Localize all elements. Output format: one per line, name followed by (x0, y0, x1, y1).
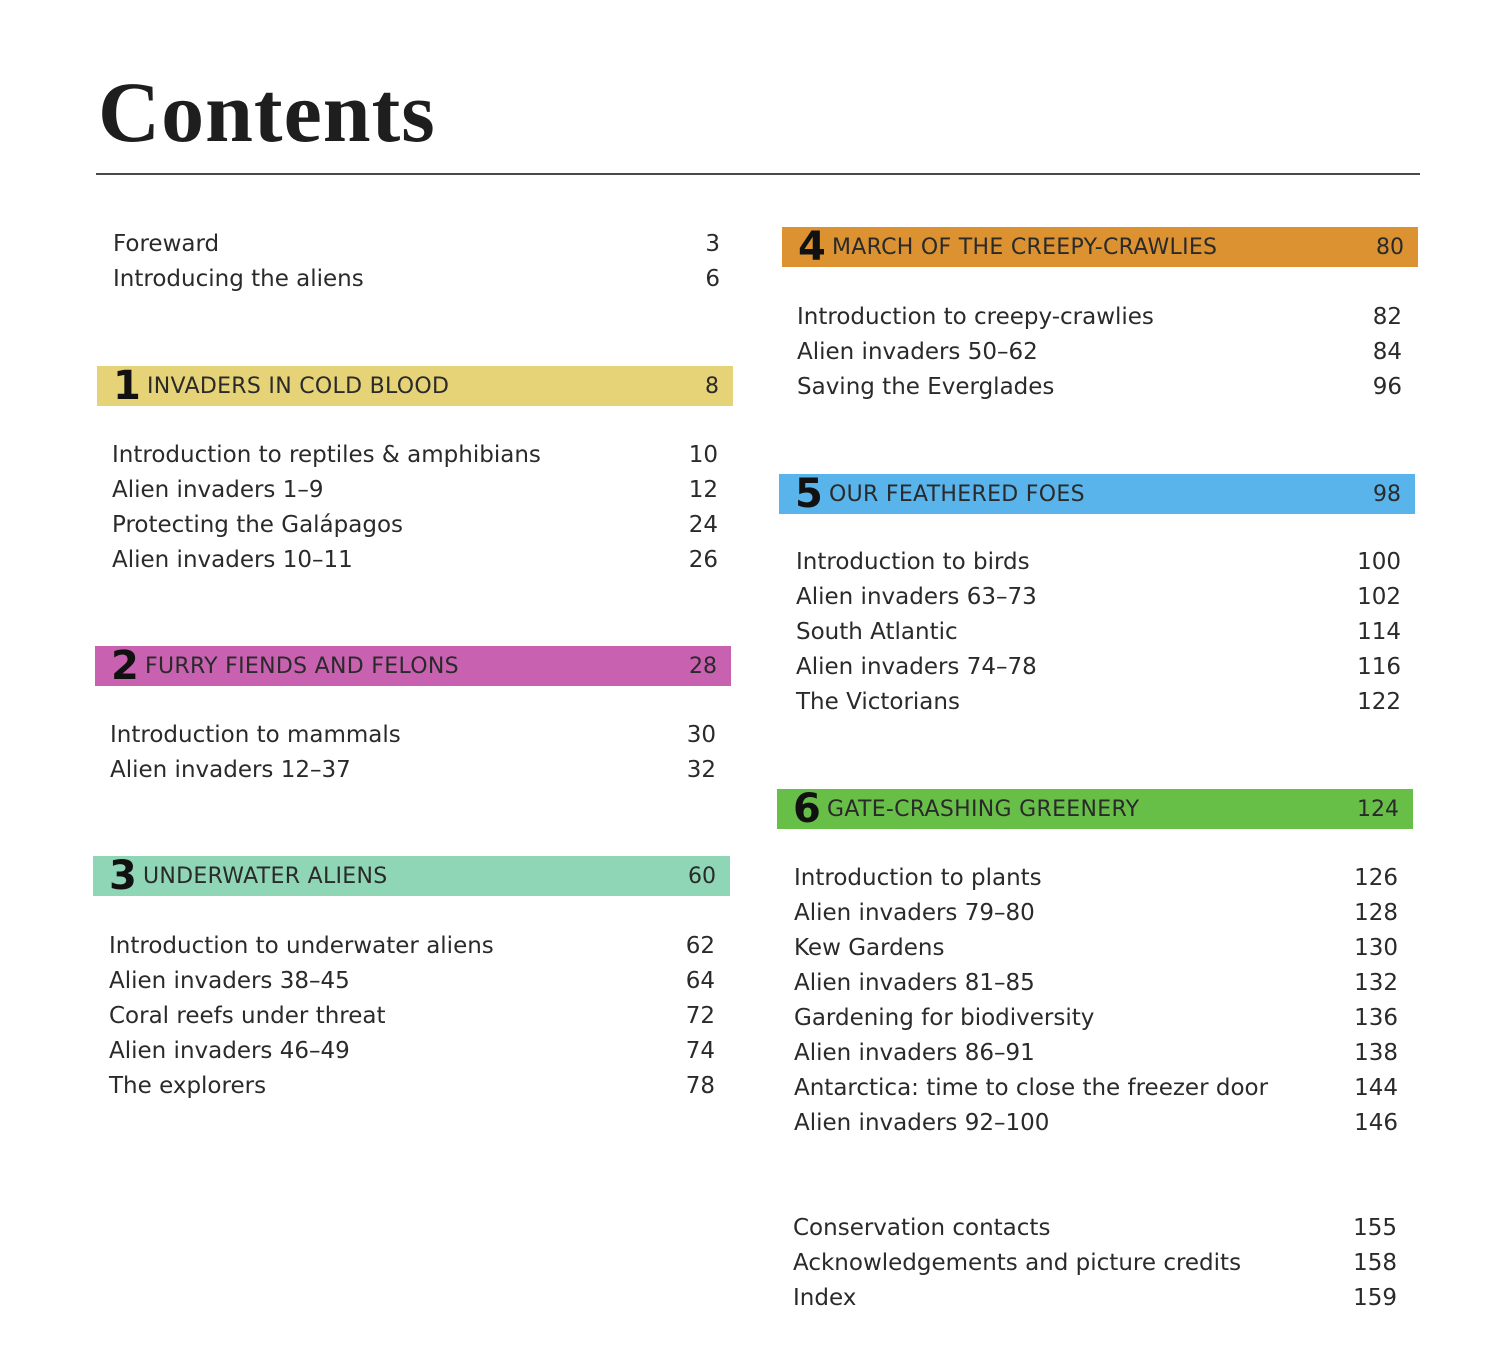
front-matter-list (113, 227, 720, 297)
toc-entry[interactable] (113, 262, 720, 297)
toc-entry[interactable] (794, 861, 1398, 896)
entry-page: 32 (686, 757, 716, 783)
entry-title: Conservation contacts (793, 1215, 1051, 1241)
toc-entry[interactable] (796, 615, 1401, 650)
entry-title: Alien invaders 74–78 (796, 654, 1037, 680)
chapter-number: 5 (795, 471, 823, 517)
entry-page: 78 (685, 1073, 715, 1099)
toc-entry[interactable] (109, 999, 715, 1034)
chapter-title: OUR FEATHERED FOES (829, 481, 1085, 507)
chapter-2-header[interactable] (95, 643, 731, 689)
entry-page: 26 (688, 547, 718, 573)
toc-entry[interactable] (797, 370, 1402, 405)
toc-entry[interactable] (797, 335, 1402, 370)
entry-title: The explorers (109, 1073, 267, 1099)
toc-entry[interactable] (109, 964, 715, 999)
entry-page: 82 (1372, 304, 1402, 330)
entry-title: Alien invaders 46–49 (109, 1038, 350, 1064)
chapter-number: 1 (113, 363, 141, 409)
toc-entry[interactable] (794, 931, 1398, 966)
entry-page: 128 (1354, 900, 1398, 926)
toc-entry[interactable] (794, 896, 1398, 931)
chapter-page: 28 (689, 653, 717, 679)
entry-page: 136 (1354, 1005, 1398, 1031)
chapter-page: 98 (1373, 481, 1401, 507)
chapter-title: FURRY FIENDS AND FELONS (145, 653, 459, 679)
entry-page: 24 (688, 512, 718, 538)
toc-entry[interactable] (109, 1034, 715, 1069)
entry-page: 3 (705, 231, 720, 257)
entry-title: Alien invaders 1–9 (112, 477, 324, 503)
chapter-number: 4 (798, 224, 826, 270)
chapter-title: GATE-CRASHING GREENERY (827, 796, 1140, 822)
entry-title: Gardening for biodiversity (794, 1005, 1095, 1031)
entry-page: 102 (1357, 584, 1401, 610)
entry-title: Alien invaders 63–73 (796, 584, 1037, 610)
entry-page: 64 (685, 968, 715, 994)
entry-title: South Atlantic (796, 619, 958, 645)
entry-page: 62 (685, 933, 715, 959)
entry-page: 100 (1357, 549, 1401, 575)
chapter-3-header[interactable] (93, 853, 730, 899)
chapter-1-header[interactable] (97, 363, 733, 409)
toc-entry[interactable] (797, 300, 1402, 335)
chapter-title: MARCH OF THE CREEPY-CRAWLIES (832, 234, 1218, 260)
entry-title: Foreward (113, 231, 220, 257)
entry-page: 146 (1354, 1110, 1398, 1136)
entry-title: Alien invaders 10–11 (112, 547, 353, 573)
entry-title: Introducing the aliens (113, 266, 364, 292)
entry-title: Alien invaders 50–62 (797, 339, 1038, 365)
chapter-6-entries (794, 861, 1398, 1141)
entry-title: Introduction to plants (794, 865, 1042, 891)
entry-page: 6 (705, 266, 720, 292)
entry-title: Introduction to birds (796, 549, 1030, 575)
toc-entry[interactable] (794, 1071, 1398, 1106)
toc-entry[interactable] (110, 718, 716, 753)
chapter-title: INVADERS IN COLD BLOOD (147, 373, 450, 399)
entry-title: Antarctica: time to close the freezer door (794, 1075, 1269, 1101)
toc-entry[interactable] (796, 685, 1401, 720)
toc-entry[interactable] (110, 753, 716, 788)
chapter-6-header[interactable] (777, 786, 1413, 832)
entry-page: 126 (1354, 865, 1398, 891)
toc-entry[interactable] (794, 966, 1398, 1001)
entry-title: Alien invaders 92–100 (794, 1110, 1050, 1136)
toc-entry[interactable] (113, 227, 720, 262)
toc-entry[interactable] (796, 545, 1401, 580)
toc-entry[interactable] (794, 1036, 1398, 1071)
toc-entry[interactable] (796, 650, 1401, 685)
chapter-page: 8 (705, 373, 719, 399)
entry-page: 155 (1353, 1215, 1397, 1241)
toc-entry[interactable] (112, 508, 718, 543)
page-title: Contents (98, 64, 436, 160)
chapter-2-entries (110, 718, 716, 788)
entry-title: Kew Gardens (794, 935, 945, 961)
toc-entry[interactable] (796, 580, 1401, 615)
toc-entry[interactable] (793, 1211, 1397, 1246)
entry-title: The Victorians (796, 689, 960, 715)
entry-page: 144 (1354, 1075, 1398, 1101)
toc-entry[interactable] (112, 473, 718, 508)
entry-title: Alien invaders 79–80 (794, 900, 1035, 926)
entry-page: 138 (1354, 1040, 1398, 1066)
entry-page: 84 (1372, 339, 1402, 365)
chapter-5-entries (796, 545, 1401, 720)
chapter-1-entries (112, 438, 718, 578)
entry-title: Saving the Everglades (797, 374, 1055, 400)
toc-entry[interactable] (793, 1246, 1397, 1281)
entry-page: 114 (1357, 619, 1401, 645)
back-matter-list (793, 1211, 1397, 1316)
entry-title: Alien invaders 12–37 (110, 757, 351, 783)
entry-title: Protecting the Galápagos (112, 512, 404, 538)
toc-entry[interactable] (112, 543, 718, 578)
entry-title: Acknowledgements and picture credits (793, 1250, 1242, 1276)
entry-title: Index (793, 1285, 857, 1311)
chapter-page: 80 (1376, 234, 1404, 260)
toc-entry[interactable] (793, 1281, 1397, 1316)
entry-page: 158 (1353, 1250, 1397, 1276)
entry-page: 122 (1357, 689, 1401, 715)
entry-title: Alien invaders 38–45 (109, 968, 350, 994)
entry-page: 12 (688, 477, 718, 503)
toc-entry[interactable] (794, 1001, 1398, 1036)
chapter-5-header[interactable] (779, 471, 1415, 517)
entry-title: Coral reefs under threat (109, 1003, 386, 1029)
entry-page: 72 (685, 1003, 715, 1029)
chapter-number: 2 (111, 643, 139, 689)
entry-page: 10 (688, 442, 718, 468)
toc-entry[interactable] (109, 929, 715, 964)
entry-title: Introduction to underwater aliens (109, 933, 494, 959)
entry-title: Introduction to creepy-crawlies (797, 304, 1154, 330)
chapter-3-entries (109, 929, 715, 1104)
entry-title: Introduction to mammals (110, 722, 401, 748)
entry-page: 130 (1354, 935, 1398, 961)
chapter-4-header[interactable] (782, 224, 1418, 270)
entry-title: Alien invaders 81–85 (794, 970, 1035, 996)
chapter-number: 6 (793, 786, 821, 832)
toc-entry[interactable] (112, 438, 718, 473)
entry-page: 74 (685, 1038, 715, 1064)
entry-page: 116 (1357, 654, 1401, 680)
toc-entry[interactable] (109, 1069, 715, 1104)
chapter-number: 3 (109, 853, 137, 899)
entry-page: 159 (1353, 1285, 1397, 1311)
chapter-page: 124 (1357, 796, 1399, 822)
title-divider (96, 173, 1420, 175)
entry-page: 132 (1354, 970, 1398, 996)
entry-title: Alien invaders 86–91 (794, 1040, 1035, 1066)
toc-entry[interactable] (794, 1106, 1398, 1141)
chapter-title: UNDERWATER ALIENS (143, 863, 388, 889)
entry-page: 96 (1372, 374, 1402, 400)
entry-title: Introduction to reptiles & amphibians (112, 442, 541, 468)
entry-page: 30 (686, 722, 716, 748)
chapter-page: 60 (688, 863, 716, 889)
chapter-4-entries (797, 300, 1402, 405)
